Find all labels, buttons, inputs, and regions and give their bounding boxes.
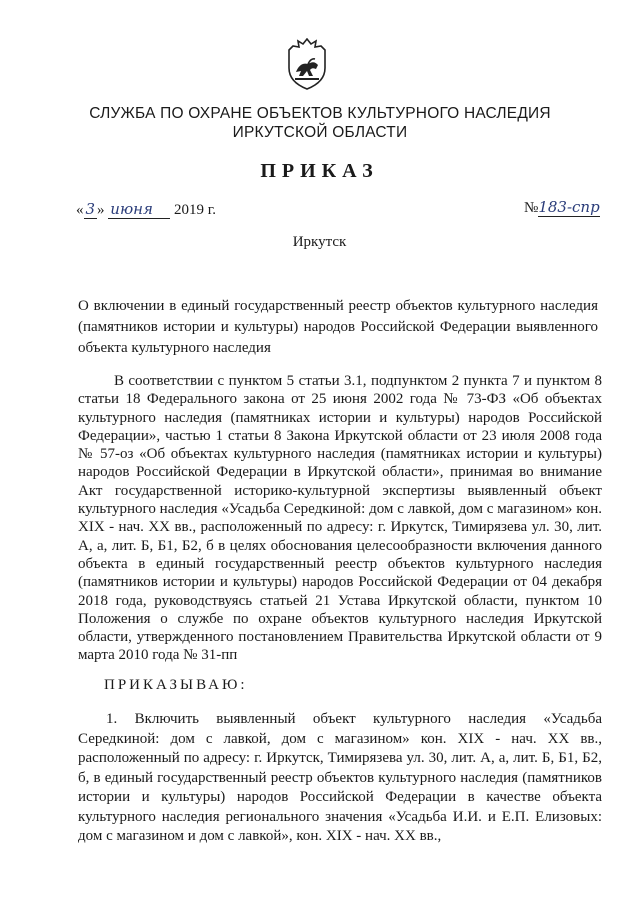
number-value: 183-спр: [538, 198, 600, 216]
date-quote-open: «: [76, 202, 84, 218]
order-point-1: 1. Включить выявленный объект культурного наследия «Усадьба Середкиной: дом с лавкой, дом с магазином» кон. XIX - нач. XX вв., расположенный по адресу: г. Иркутск, Тимирязева ул. 30, лит. А, а, лит. Б, Б1, Б2, б, в единый государственный реестр объектов культурного наследия (памятников истории и культуры) народов Российской Федерации в качестве объекта культурного наследия регионального значения «Усадьба И.И. и Е.П. Елизовых: дом с магазином и дом с лавкой», кон. XIX - нач. XX вв.,: [78, 711, 602, 844]
date-year: 2019 г.: [174, 202, 217, 218]
date-day: 3: [85, 200, 96, 218]
order-heading: ПРИКАЗЫВАЮ:: [104, 677, 248, 693]
document-title: ПРИКАЗ: [260, 160, 379, 182]
irkutsk-coat-of-arms-icon: [286, 38, 328, 90]
number-sign: №: [524, 200, 539, 216]
document-date: [76, 200, 216, 219]
preamble-paragraph: В соответствии с пунктом 5 статьи 3.1, подпунктом 2 пункта 7 и пунктом 8 статьи 18 Федерального закона от 25 июня 2002 года № 73-ФЗ «Об объектах культурного наследия (памятниках истории и культуры) народов Российской Федерации», частью 1 статьи 8 Закона Иркутской области от 23 июля 2008 года № 57-оз «Об объектах культурного наследия (памятниках истории и культуры) народов Российской Федерации в Иркутской области», принимая во внимание Акт государственной историко-культурной экспертизы выявленный объект культурного наследия «Усадьба Середкиной: дом с лавкой, дом с магазином» кон. XIX - нач. XX вв., расположенный по адресу: г. Иркутск, Тимирязева ул. 30, лит. А, а, лит. Б, Б1, Б2, б в целях обоснования целесообразности включения данного объекта в единый государственный реестр объектов культурного наследия (памятников истории и культуры) народов Российской Федерации от 04 декабря 2018 года, руководствуясь статьей 21 Устава Иркутской области, пунктом 10 Положения о службе по охране объектов культурного наследия Иркутской области, утвержденного постановлением Правительства Иркутской области от 9 марта 2010 года № 31-пп: [78, 373, 602, 664]
date-quote-close: »: [97, 202, 105, 218]
city-name: Иркутск: [292, 234, 347, 250]
document-number: [524, 198, 600, 217]
agency-name: СЛУЖБА ПО ОХРАНЕ ОБЪЕКТОВ КУЛЬТУРНОГО НАСЛЕДИЯ ИРКУТСКОЙ ОБЛАСТИ: [89, 105, 551, 141]
order-subject: О включении в единый государственный реестр объектов культурного наследия (памятников истории и культуры) народов Российской Федерации выявленного объекта культурного наследия: [78, 298, 598, 356]
date-month: июня: [108, 200, 170, 219]
